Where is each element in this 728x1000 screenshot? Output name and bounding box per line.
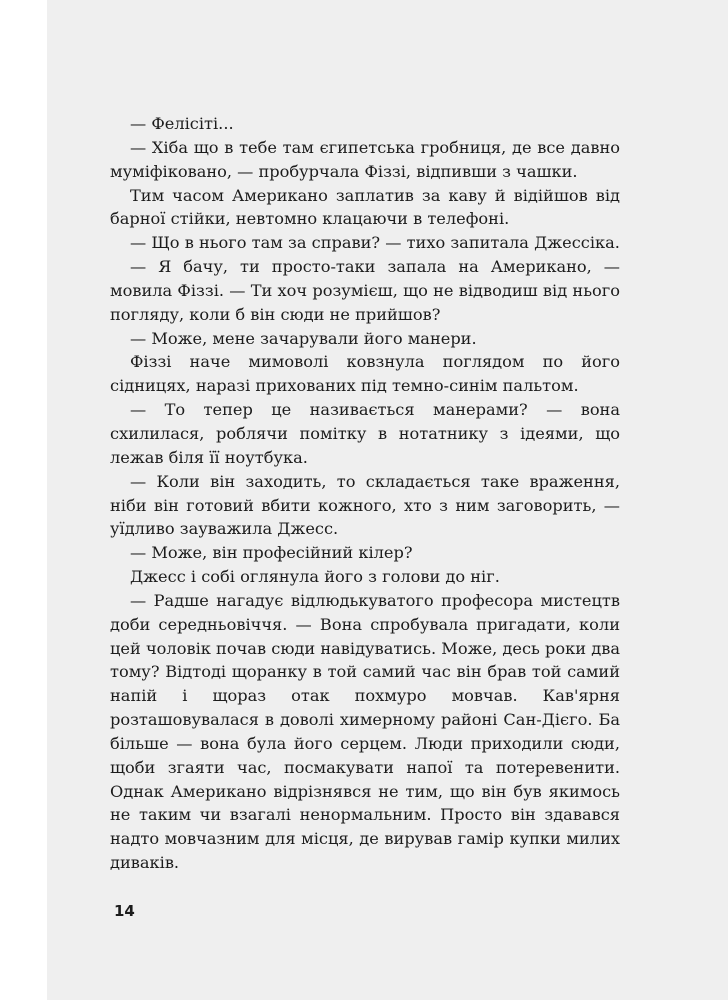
page-text [110, 112, 620, 875]
paragraph: — Може, він професійний кілер? [130, 543, 413, 563]
paragraph: Джесс і собі оглянула його з голови до ніг. [130, 567, 500, 587]
paragraph: — То тепер це називається манерами? — вона схилилася, роблячи помітку в нотатнику з ідеями, що лежав біля її ноутбука. [110, 400, 620, 467]
paragraph: — Радше нагадує відлюдькуватого професора мистецтв доби середньовіччя. — Вона спробувала пригадати, коли цей чоловік почав сюди навідуватись. Може, десь роки два тому? Відтоді щоранку в той самий час він брав той самий напій і щораз отак похмуро мовчав. Кав'ярня розташовувалася в доволі химерному районі Сан-Дієго. Ба більше — вона була його серцем. Люди приходили сюди, щоби згаяти час, посмакувати напої та потеревенити. Однак Американо відрізнявся не тим, що він був якимось не таким чи взагалі ненормальним. Просто він здавався надто мовчазним для місця, де вирував гамір купки милих диваків. [110, 590, 620, 873]
paragraph: — Може, мене зачарували його манери. [130, 328, 477, 348]
paragraph: — Коли він заходить, то складається таке враження, ніби він готовий вбити кожного, хто з ним заговорить, — уїдливо зауважила Джесс. [110, 471, 620, 539]
paragraph: — Хіба що в тебе там єгипетська гробниця, де все давно муміфіковано, — пробурчала Фіззі, відпивши з чашки. [110, 137, 620, 181]
paragraph: Тим часом Американо заплатив за каву й відійшов від барної стійки, невтомно клацаючи в телефоні. [110, 185, 620, 229]
page-number: 14 [114, 902, 135, 920]
paragraph: — Фелісіті... [130, 114, 234, 133]
paragraph: — Що в нього там за справи? — тихо запитала Джессіка. [130, 233, 620, 253]
paragraph: Фіззі наче мимоволі ковзнула поглядом по його сідницях, наразі прихованих під темно-синім пальтом. [110, 352, 620, 396]
paragraph: — Я бачу, ти просто-таки запала на Американо, — мовила Фіззі. — Ти хоч розумієш, що не відводиш від нього погляду, коли б він сюди не прийшов? [110, 257, 620, 324]
